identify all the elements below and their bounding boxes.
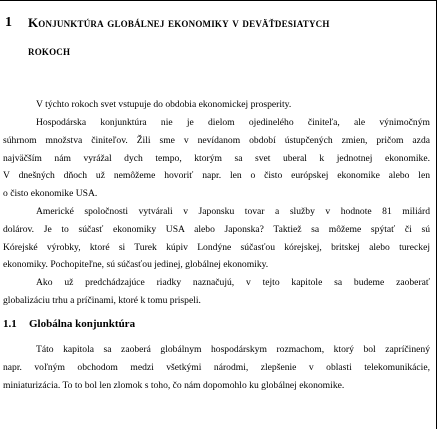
paragraph-line: Americké spoločnosti vytvárali v Japonsku tovar a služby v hodnote 81 miliárd xyxy=(36,206,430,217)
paragraph-line: globalizáciu trhu a príčinami, ktoré k tomu prispeli. xyxy=(3,294,201,306)
paragraph-line: Hospodárska konjunktúra nie je dielom ojedinelého činiteľa, ale výnimočným xyxy=(36,117,430,128)
paragraph-line: V dnešných dňoch už nemôžeme hovoriť napr. len o čisto európskej ekonomike alebo len xyxy=(3,170,430,182)
paragraph-line: napr. voľným obchodom medzi všetkými národmi, zlepšenie v oblasti telekomunikácie, xyxy=(3,361,430,373)
paragraph-line: Táto kapitola sa zaoberá globálnym hospodárskym rozmachom, ktorý bol zapríčinený xyxy=(36,344,430,355)
paragraph-line: Kórejské výrobky, ktoré si Turek kúpiv Londýne súčasťou kórejskej, britskej alebo tureckej xyxy=(3,241,430,253)
paragraph-2 xyxy=(3,114,430,203)
paragraph-3 xyxy=(3,203,430,274)
page-border-right xyxy=(436,0,437,429)
chapter-title-line-1: Konjunktúra globálnej ekonomiky v deväťdesiatych xyxy=(28,15,330,30)
paragraph-line: miniaturizácia. To to bol len zlomok s toho, čo nám dopomohlo ku globálnej ekonomike. xyxy=(3,379,345,391)
paragraph-line: o čisto ekonomike USA. xyxy=(3,188,98,200)
paragraph-line: V týchto rokoch svet vstupuje do obdobia ekonomickej prosperity. xyxy=(36,99,292,110)
paragraph-4 xyxy=(3,274,430,310)
paragraph-line: ekonomiky. Pochopiteľne, sú súčasťou jedinej, globálnej ekonomiky. xyxy=(3,259,269,271)
paragraph-1 xyxy=(3,96,430,114)
section-title: Globálna konjunktúra xyxy=(29,318,136,330)
section-heading xyxy=(3,318,135,330)
section-paragraph xyxy=(3,341,430,394)
paragraph-line: Ako už predchádzajúce riadky naznačujú, v tejto kapitole sa budeme zaoberať xyxy=(36,277,430,288)
chapter-number: 1 xyxy=(5,15,12,30)
paragraph-line: dolárov. Je to súčasť ekonomiky USA alebo Japonska? Taktiež sa môžeme spýtať či sú xyxy=(3,223,430,235)
chapter-title-line-2: rokoch xyxy=(28,43,71,58)
paragraph-line: najväčším nám vyrážal dych tempo, ktorým sa svet uberal k jednotnej ekonomike. xyxy=(3,152,430,164)
section-number: 1.1 xyxy=(3,318,17,330)
paragraph-line: súhrnom množstva činiteľov. Žili sme v nevídanom období ústupčených zmien, pričom azda xyxy=(3,134,430,146)
